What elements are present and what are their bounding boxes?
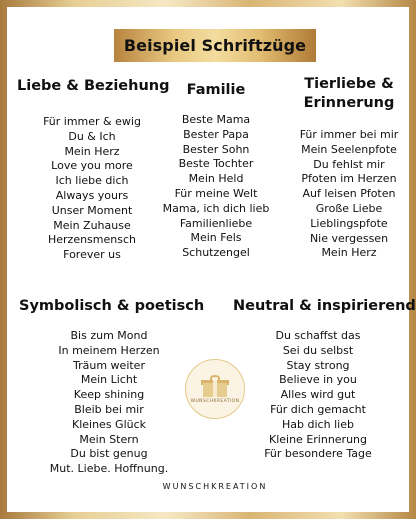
list-item: In meinem Herzen <box>58 343 160 357</box>
list-item: Bester Sohn <box>182 142 250 156</box>
section-heading: Familie <box>186 82 246 98</box>
section-heading-line1: Tierliebe & <box>304 76 394 92</box>
list-item: Always yours <box>55 188 129 202</box>
list-item: Du & Ich <box>68 129 116 143</box>
list-item: Für dich gemacht <box>270 402 366 416</box>
list-item: Mama, ich dich lieb <box>162 201 270 215</box>
list-item: Für immer bei mir <box>299 128 399 141</box>
section-tierliebe-erinnerung <box>285 75 413 261</box>
title-banner <box>114 29 316 62</box>
list-item: Forever us <box>63 248 121 262</box>
brand-footer: WUNSCHKREATION <box>162 482 268 491</box>
list-item: Bester Papa <box>183 127 249 141</box>
list-item: Lieblingspfote <box>310 216 388 230</box>
section-heading: Symbolisch & poetisch <box>19 298 205 314</box>
list-item: Keep shining <box>73 388 145 402</box>
list-item: Hab dich lieb <box>282 417 354 431</box>
gift-icon <box>203 377 227 397</box>
section-heading-line2: Erinnerung <box>303 95 395 111</box>
list-item: Kleine Erinnerung <box>268 432 368 446</box>
phrase-list <box>162 113 270 261</box>
list-item: Schutzengel <box>182 246 250 260</box>
section-heading: Neutral & inspirierend <box>233 298 416 314</box>
list-item: Mein Held <box>188 172 244 186</box>
phrase-list <box>285 128 413 261</box>
section-familie <box>162 81 270 261</box>
phrase-list <box>19 329 199 477</box>
list-item: Du schaffst das <box>275 329 361 342</box>
list-item: Pfoten im Herzen <box>301 172 397 186</box>
list-item: Auf leisen Pfoten <box>302 187 396 201</box>
list-item: Familienliebe <box>179 216 253 230</box>
list-item: Kleines Glück <box>71 417 147 431</box>
list-item: Große Liebe <box>315 201 383 215</box>
list-item: Believe in you <box>279 373 357 387</box>
list-item: Du bist genug <box>70 447 148 461</box>
list-item: Mein Licht <box>80 373 138 387</box>
list-item: Beste Tochter <box>178 157 254 171</box>
list-item: Du fehlst mir <box>313 157 385 171</box>
list-item: Für immer & ewig <box>43 115 141 128</box>
list-item: Bleib bei mir <box>74 402 144 416</box>
list-item: Sei du selbst <box>282 343 354 357</box>
section-liebe-beziehung <box>17 77 170 263</box>
list-item: Träum weiter <box>73 358 145 372</box>
list-item: Bis zum Mond <box>70 329 148 342</box>
list-item: Mein Zuhause <box>53 218 131 232</box>
list-item: Mut. Liebe. Hoffnung. <box>49 462 169 476</box>
logo-wordmark: WUNSCHKREATION <box>190 398 240 404</box>
section-neutral-inspirierend <box>233 297 416 462</box>
list-item: Beste Mama <box>181 113 251 126</box>
phrase-list <box>233 329 403 462</box>
list-item: Nie vergessen <box>309 231 389 245</box>
phrase-list <box>17 115 167 263</box>
brand-logo <box>185 359 245 419</box>
list-item: Alles wird gut <box>280 388 356 402</box>
section-heading: Liebe & Beziehung <box>17 78 170 94</box>
list-item: Mein Fels <box>190 231 242 245</box>
list-item: Mein Herz <box>64 144 120 158</box>
section-symbolisch-poetisch <box>19 297 205 477</box>
list-item: Mein Seelenpfote <box>301 142 397 156</box>
section-heading <box>285 75 413 113</box>
list-item: Für meine Welt <box>174 186 258 200</box>
list-item: Unser Moment <box>51 203 133 217</box>
list-item: Stay strong <box>286 358 350 372</box>
list-item: Mein Herz <box>321 246 377 260</box>
poster-sheet <box>7 7 416 512</box>
list-item: Ich liebe dich <box>55 174 129 188</box>
list-item: Love you more <box>51 159 133 173</box>
page-title: Beispiel Schriftzüge <box>123 36 307 55</box>
list-item: Herzensmensch <box>47 233 136 247</box>
list-item: Mein Stern <box>79 432 139 446</box>
list-item: Für besondere Tage <box>264 447 372 461</box>
